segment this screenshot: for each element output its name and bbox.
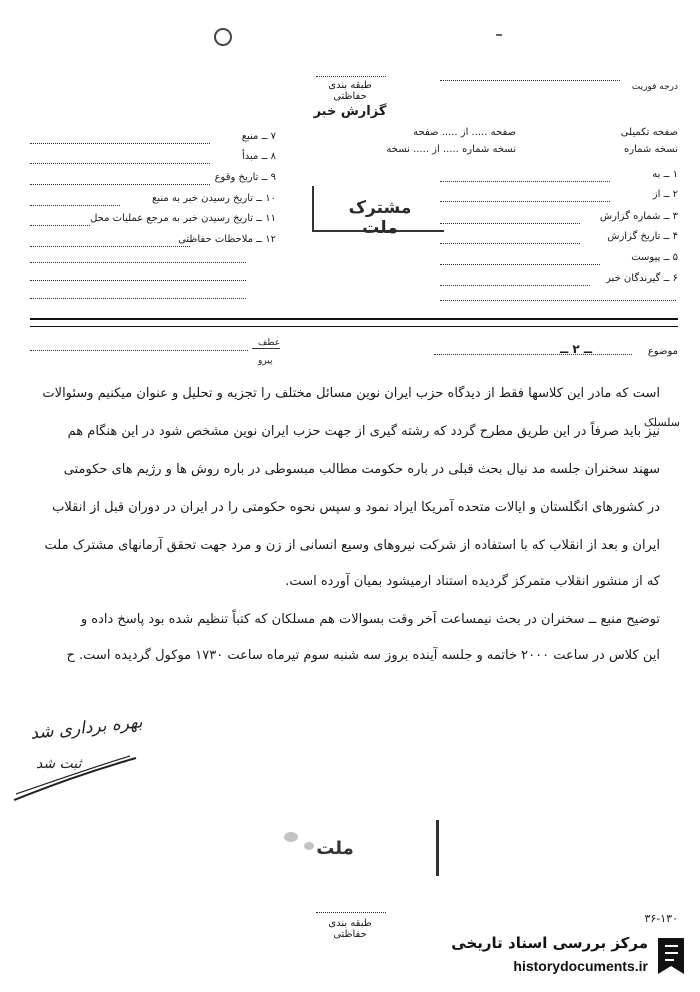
watermark-url: historydocuments.ir bbox=[513, 958, 648, 974]
corner-tick bbox=[496, 34, 502, 36]
field-from: ۲ ــ از bbox=[652, 189, 678, 200]
field-origin-dots bbox=[30, 163, 210, 164]
body-line: در کشورهای انگلستان و ایالات متحده آمریکا ایراد نمود و سپس نحوه حکومتی را در ایران در دوران قبل از انقلاب bbox=[52, 500, 660, 515]
field-source-dots bbox=[30, 143, 210, 144]
margin-note: سلسلک bbox=[643, 416, 680, 429]
header-rule-1 bbox=[30, 318, 678, 320]
field-received-by-office: ۱۱ ــ تاریخ رسیدن خبر به مرجع عملیات محل bbox=[90, 213, 276, 224]
right-blank-line-1 bbox=[440, 300, 676, 301]
field-page: صفحه ..... از ..... صفحه bbox=[413, 127, 516, 138]
header-rule-2 bbox=[30, 326, 678, 327]
stamp-smudge bbox=[284, 832, 298, 842]
document-number: ۳۶-۱۳۰ bbox=[644, 912, 678, 925]
field-recipients-dots bbox=[440, 285, 590, 286]
punch-hole-mark bbox=[214, 28, 232, 46]
left-blank-line-3 bbox=[30, 298, 246, 299]
document-title: گزارش خبر bbox=[313, 104, 387, 119]
atf-label: عطف bbox=[258, 338, 281, 348]
subject-value: ــ ۲ ــ bbox=[560, 342, 593, 356]
field-report-date: ۴ ــ تاریخ گزارش bbox=[607, 231, 678, 242]
atf-peyro-divider bbox=[252, 348, 280, 349]
watermark bbox=[410, 930, 692, 986]
classification-top: طبقه بندی حفاظتی bbox=[328, 80, 372, 102]
center-stamp-text: مشترک ملت bbox=[348, 198, 412, 238]
handwritten-note: بهره برداری شد bbox=[29, 712, 144, 744]
field-security-notes-dots bbox=[30, 246, 190, 247]
body-line: سهند سخنران جلسه مد نیال بحث قبلی در باره حکومت مطالب مبسوطی در باره روش ها و رژیم های حکومتی bbox=[63, 462, 660, 477]
body-line: این کلاس در ساعت ۲۰۰۰ خاتمه و جلسه آینده بروز سه شنبه سوم تیرماه ساعت ۱۷۳۰ موکول گردیده است. ح bbox=[66, 648, 660, 663]
field-attachment-dots bbox=[440, 264, 600, 265]
classification-bottom-overline bbox=[316, 912, 386, 913]
field-to: ۱ ــ به bbox=[652, 169, 678, 180]
field-from-dots bbox=[440, 201, 610, 202]
priority-dots bbox=[440, 80, 620, 81]
field-page-prefix: صفحه تکمیلی bbox=[620, 127, 678, 138]
field-report-number-dots bbox=[440, 223, 580, 224]
field-source: ۷ ــ منبع bbox=[241, 131, 276, 142]
field-occurrence-date: ۹ ــ تاریخ وقوع bbox=[214, 172, 276, 183]
field-security-notes: ۱۲ ــ ملاحظات حفاظتی bbox=[178, 234, 276, 245]
bottom-stamp-text: ملت bbox=[316, 838, 354, 859]
classification-bottom: طبقه بندی حفاظتی bbox=[328, 918, 372, 940]
stamp-smudge bbox=[304, 842, 314, 850]
subject-label: موضوع bbox=[647, 346, 678, 357]
body-line: که از منشور انقلاب متمرکز گردیده استناد ارمیشود بمیان آورده است. bbox=[285, 574, 660, 589]
field-report-date-dots bbox=[440, 243, 580, 244]
field-received-by-source: ۱۰ ــ تاریخ رسیدن خبر به منبع bbox=[152, 193, 276, 204]
field-copy: نسخه شماره ..... از ..... نسخه bbox=[386, 144, 516, 155]
left-blank-line-1 bbox=[30, 262, 246, 263]
field-copy-prefix: نسخه شماره bbox=[624, 144, 678, 155]
field-to-dots bbox=[440, 181, 610, 182]
signature-stroke bbox=[10, 752, 140, 812]
atf-dots bbox=[30, 350, 248, 351]
watermark-logo-icon bbox=[652, 934, 690, 978]
field-report-number: ۳ ــ شماره گزارش bbox=[599, 211, 678, 222]
field-recipients: ۶ ــ گیرندگان خبر bbox=[606, 273, 678, 284]
classification-top-underline bbox=[316, 76, 386, 77]
body-line: ایران و بعد از انقلاب که با استفاده از شرکت نیروهای وسیع انسانی از زن و مرد جهت تحقق آرمانهای مشترک ملت bbox=[44, 538, 660, 553]
priority-label: درجه فوریت bbox=[631, 82, 678, 92]
peyro-label: پیرو bbox=[258, 356, 273, 366]
watermark-title: مرکز بررسی اسناد تاریخی bbox=[451, 934, 648, 952]
field-received-by-office-dots bbox=[30, 225, 90, 226]
field-origin: ۸ ــ مبدأ bbox=[242, 151, 276, 162]
body-line: توضیح منبع ــ سخنران در بحث نیمساعت آخر وقت بسوالات هم مسلکان که کتباً تنظیم شده بود پاسخ داده و bbox=[80, 612, 660, 627]
left-blank-line-2 bbox=[30, 280, 246, 281]
handwritten-initial: ثبت شد bbox=[36, 756, 82, 772]
field-attachment: ۵ ــ پیوست bbox=[631, 252, 678, 263]
field-received-by-source-dots bbox=[30, 205, 120, 206]
subject-dots bbox=[434, 354, 632, 355]
field-occurrence-date-dots bbox=[30, 184, 210, 185]
body-line: نیز باید صرفاً در این طریق مطرح گردد که رشته گیری از جهت حزب ایران نوین مشخص شود در این هنگام هم bbox=[67, 424, 660, 439]
body-line: است که مادر این کلاسها فقط از دیدگاه حزب ایران نوین مسائل مختلف را تجزیه و تحلیل و عنوان میکنیم وسئوالات bbox=[42, 386, 660, 401]
